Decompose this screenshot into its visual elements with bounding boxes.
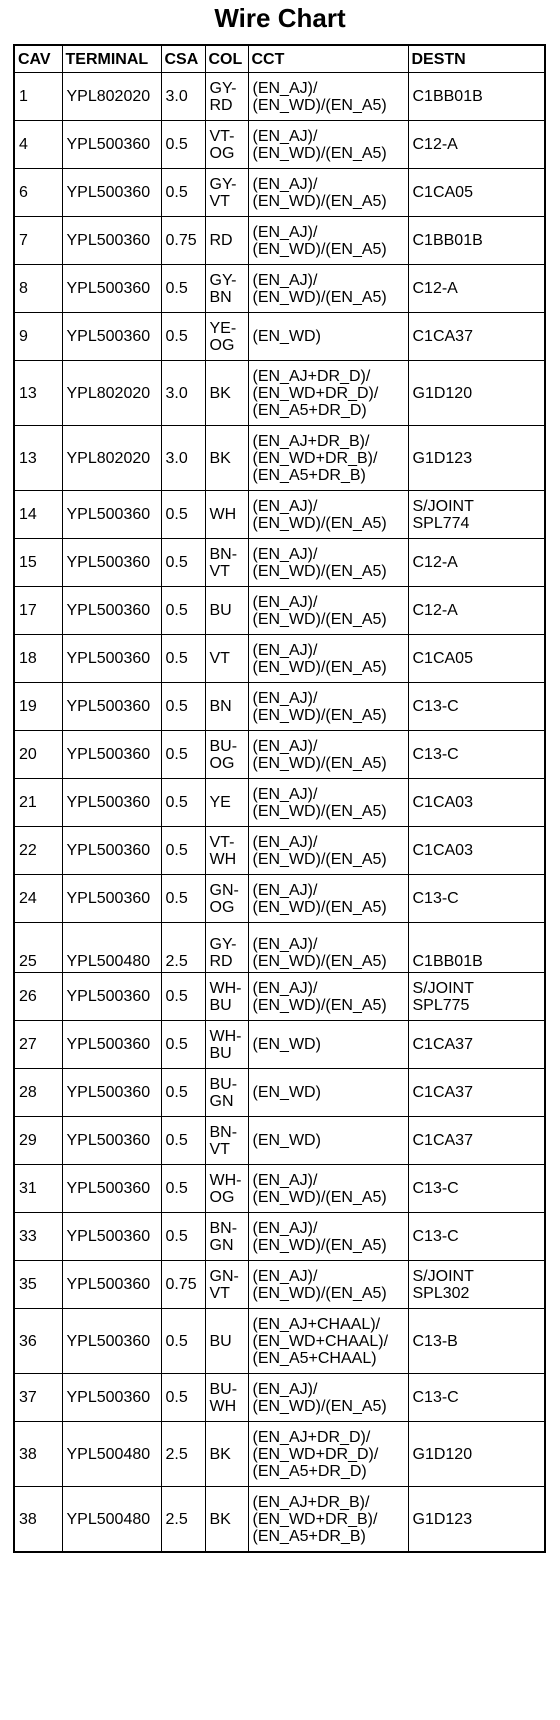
header-row	[14, 45, 545, 73]
table-row	[14, 313, 545, 361]
cell-csa: 0.5	[161, 1069, 205, 1117]
cell-csa: 2.5	[161, 1487, 205, 1553]
cell-csa: 0.5	[161, 1374, 205, 1422]
cell-destination: C13-C	[408, 875, 545, 923]
table-row	[14, 1374, 545, 1422]
cell-terminal: YPL500360	[62, 973, 161, 1021]
cell-destination: C1CA03	[408, 779, 545, 827]
cell-csa: 0.5	[161, 265, 205, 313]
cell-cav: 9	[14, 313, 62, 361]
cell-cav: 20	[14, 731, 62, 779]
cell-color: VT- OG	[205, 121, 248, 169]
cell-terminal: YPL500360	[62, 1261, 161, 1309]
table-row	[14, 1213, 545, 1261]
cell-color: YE	[205, 779, 248, 827]
cell-destination: G1D120	[408, 1422, 545, 1487]
cell-circuit: (EN_AJ)/ (EN_WD)/(EN_A5)	[248, 169, 408, 217]
cell-terminal: YPL802020	[62, 426, 161, 491]
cell-cav: 38	[14, 1487, 62, 1553]
cell-terminal: YPL500480	[62, 1487, 161, 1553]
cell-color: RD	[205, 217, 248, 265]
cell-cav: 28	[14, 1069, 62, 1117]
cell-circuit: (EN_AJ)/ (EN_WD)/(EN_A5)	[248, 779, 408, 827]
cell-cav: 24	[14, 875, 62, 923]
cell-destination: C1CA37	[408, 1069, 545, 1117]
cell-destination: C1CA37	[408, 313, 545, 361]
cell-csa: 0.75	[161, 1261, 205, 1309]
table-row	[14, 635, 545, 683]
cell-circuit: (EN_AJ)/ (EN_WD)/(EN_A5)	[248, 923, 408, 973]
cell-destination: C1BB01B	[408, 217, 545, 265]
table-row	[14, 1309, 545, 1374]
table-row	[14, 683, 545, 731]
cell-color: GY- BN	[205, 265, 248, 313]
cell-destination: G1D123	[408, 426, 545, 491]
cell-cav: 29	[14, 1117, 62, 1165]
cell-circuit: (EN_WD)	[248, 1117, 408, 1165]
cell-terminal: YPL500360	[62, 491, 161, 539]
cell-destination: C13-B	[408, 1309, 545, 1374]
cell-cav: 1	[14, 73, 62, 121]
table-row	[14, 1261, 545, 1309]
table-body	[14, 73, 545, 1553]
cell-color: VT	[205, 635, 248, 683]
cell-circuit: (EN_AJ)/ (EN_WD)/(EN_A5)	[248, 73, 408, 121]
table-row	[14, 923, 545, 973]
cell-color: BU- WH	[205, 1374, 248, 1422]
cell-csa: 0.5	[161, 169, 205, 217]
cell-cav: 13	[14, 361, 62, 426]
cell-destination: C1CA37	[408, 1021, 545, 1069]
cell-circuit: (EN_AJ)/ (EN_WD)/(EN_A5)	[248, 827, 408, 875]
cell-csa: 0.5	[161, 491, 205, 539]
cell-color: WH	[205, 491, 248, 539]
cell-color: GY- RD	[205, 73, 248, 121]
cell-destination: C12-A	[408, 121, 545, 169]
cell-circuit: (EN_AJ+DR_D)/ (EN_WD+DR_D)/ (EN_A5+DR_D)	[248, 1422, 408, 1487]
cell-destination: C13-C	[408, 1165, 545, 1213]
cell-terminal: YPL500360	[62, 1213, 161, 1261]
cell-csa: 0.75	[161, 217, 205, 265]
cell-terminal: YPL500360	[62, 827, 161, 875]
cell-cav: 4	[14, 121, 62, 169]
cell-cav: 17	[14, 587, 62, 635]
cell-color: WH- OG	[205, 1165, 248, 1213]
table-row	[14, 731, 545, 779]
cell-destination: C13-C	[408, 1374, 545, 1422]
cell-csa: 0.5	[161, 731, 205, 779]
cell-color: BN- GN	[205, 1213, 248, 1261]
cell-color: BN- VT	[205, 1117, 248, 1165]
cell-csa: 3.0	[161, 426, 205, 491]
cell-circuit: (EN_AJ)/ (EN_WD)/(EN_A5)	[248, 1374, 408, 1422]
column-header-cav: CAV	[14, 45, 62, 73]
cell-color: GN- VT	[205, 1261, 248, 1309]
cell-csa: 2.5	[161, 1422, 205, 1487]
cell-destination: C12-A	[408, 539, 545, 587]
table-row	[14, 1069, 545, 1117]
cell-csa: 0.5	[161, 779, 205, 827]
cell-color: BK	[205, 426, 248, 491]
cell-terminal: YPL500360	[62, 1069, 161, 1117]
cell-destination: C12-A	[408, 265, 545, 313]
cell-csa: 0.5	[161, 973, 205, 1021]
cell-cav: 14	[14, 491, 62, 539]
cell-terminal: YPL500360	[62, 121, 161, 169]
cell-cav: 18	[14, 635, 62, 683]
cell-cav: 26	[14, 973, 62, 1021]
cell-csa: 0.5	[161, 121, 205, 169]
cell-circuit: (EN_AJ+CHAAL)/ (EN_WD+CHAAL)/ (EN_A5+CHAAL)	[248, 1309, 408, 1374]
table-row	[14, 1117, 545, 1165]
cell-destination: S/JOINT SPL302	[408, 1261, 545, 1309]
cell-color: VT- WH	[205, 827, 248, 875]
cell-terminal: YPL500360	[62, 731, 161, 779]
table-row	[14, 1487, 545, 1553]
cell-destination: C1BB01B	[408, 923, 545, 973]
table-row	[14, 169, 545, 217]
cell-terminal: YPL500360	[62, 265, 161, 313]
cell-cav: 22	[14, 827, 62, 875]
cell-csa: 0.5	[161, 1165, 205, 1213]
cell-cav: 19	[14, 683, 62, 731]
cell-color: YE- OG	[205, 313, 248, 361]
cell-csa: 0.5	[161, 635, 205, 683]
cell-circuit: (EN_AJ+DR_B)/ (EN_WD+DR_B)/ (EN_A5+DR_B)	[248, 426, 408, 491]
cell-destination: G1D120	[408, 361, 545, 426]
cell-circuit: (EN_AJ+DR_D)/ (EN_WD+DR_D)/ (EN_A5+DR_D)	[248, 361, 408, 426]
column-header-terminal: TERMINAL	[62, 45, 161, 73]
cell-cav: 33	[14, 1213, 62, 1261]
table-row	[14, 361, 545, 426]
cell-color: GY- RD	[205, 923, 248, 973]
cell-color: BN- VT	[205, 539, 248, 587]
table-row	[14, 779, 545, 827]
cell-destination: C1CA37	[408, 1117, 545, 1165]
cell-color: BK	[205, 1422, 248, 1487]
cell-csa: 0.5	[161, 1309, 205, 1374]
cell-cav: 38	[14, 1422, 62, 1487]
cell-terminal: YPL500360	[62, 635, 161, 683]
cell-terminal: YPL500360	[62, 779, 161, 827]
cell-color: BN	[205, 683, 248, 731]
column-header-csa: CSA	[161, 45, 205, 73]
cell-cav: 15	[14, 539, 62, 587]
cell-csa: 0.5	[161, 875, 205, 923]
table-row	[14, 426, 545, 491]
cell-circuit: (EN_AJ+DR_B)/ (EN_WD+DR_B)/ (EN_A5+DR_B)	[248, 1487, 408, 1553]
cell-cav: 36	[14, 1309, 62, 1374]
cell-terminal: YPL500360	[62, 1309, 161, 1374]
cell-csa: 0.5	[161, 683, 205, 731]
table-row	[14, 491, 545, 539]
cell-color: BU- GN	[205, 1069, 248, 1117]
table-row	[14, 73, 545, 121]
cell-terminal: YPL802020	[62, 73, 161, 121]
table-row	[14, 973, 545, 1021]
cell-destination: C13-C	[408, 683, 545, 731]
cell-color: GY- VT	[205, 169, 248, 217]
cell-circuit: (EN_AJ)/ (EN_WD)/(EN_A5)	[248, 587, 408, 635]
cell-color: BU	[205, 587, 248, 635]
cell-circuit: (EN_AJ)/ (EN_WD)/(EN_A5)	[248, 539, 408, 587]
cell-cav: 21	[14, 779, 62, 827]
table-header	[14, 45, 545, 73]
cell-circuit: (EN_AJ)/ (EN_WD)/(EN_A5)	[248, 1261, 408, 1309]
cell-csa: 0.5	[161, 313, 205, 361]
cell-destination: C1CA05	[408, 169, 545, 217]
cell-cav: 6	[14, 169, 62, 217]
cell-circuit: (EN_WD)	[248, 1069, 408, 1117]
table-row	[14, 1021, 545, 1069]
cell-circuit: (EN_WD)	[248, 1021, 408, 1069]
cell-destination: S/JOINT SPL774	[408, 491, 545, 539]
cell-csa: 2.5	[161, 923, 205, 973]
cell-destination: C1BB01B	[408, 73, 545, 121]
cell-terminal: YPL500480	[62, 1422, 161, 1487]
cell-terminal: YPL500360	[62, 1021, 161, 1069]
cell-terminal: YPL500360	[62, 1374, 161, 1422]
cell-cav: 37	[14, 1374, 62, 1422]
cell-cav: 25	[14, 923, 62, 973]
table-row	[14, 121, 545, 169]
cell-circuit: (EN_AJ)/ (EN_WD)/(EN_A5)	[248, 491, 408, 539]
cell-color: GN- OG	[205, 875, 248, 923]
cell-cav: 7	[14, 217, 62, 265]
cell-terminal: YPL802020	[62, 361, 161, 426]
cell-color: BU- OG	[205, 731, 248, 779]
cell-circuit: (EN_AJ)/ (EN_WD)/(EN_A5)	[248, 635, 408, 683]
cell-terminal: YPL500360	[62, 587, 161, 635]
table-row	[14, 587, 545, 635]
cell-terminal: YPL500480	[62, 923, 161, 973]
cell-destination: C13-C	[408, 731, 545, 779]
cell-destination: C1CA05	[408, 635, 545, 683]
cell-destination: C1CA03	[408, 827, 545, 875]
cell-terminal: YPL500360	[62, 169, 161, 217]
cell-circuit: (EN_AJ)/ (EN_WD)/(EN_A5)	[248, 1213, 408, 1261]
page-title: Wire Chart	[214, 3, 346, 33]
cell-terminal: YPL500360	[62, 1117, 161, 1165]
cell-circuit: (EN_AJ)/ (EN_WD)/(EN_A5)	[248, 121, 408, 169]
cell-circuit: (EN_AJ)/ (EN_WD)/(EN_A5)	[248, 875, 408, 923]
table-row	[14, 265, 545, 313]
cell-cav: 13	[14, 426, 62, 491]
cell-cav: 35	[14, 1261, 62, 1309]
cell-csa: 3.0	[161, 73, 205, 121]
table-row	[14, 1165, 545, 1213]
table-row	[14, 1422, 545, 1487]
cell-csa: 3.0	[161, 361, 205, 426]
cell-cav: 31	[14, 1165, 62, 1213]
cell-terminal: YPL500360	[62, 875, 161, 923]
cell-terminal: YPL500360	[62, 683, 161, 731]
cell-csa: 0.5	[161, 539, 205, 587]
table-row	[14, 875, 545, 923]
cell-circuit: (EN_AJ)/ (EN_WD)/(EN_A5)	[248, 731, 408, 779]
cell-csa: 0.5	[161, 587, 205, 635]
cell-terminal: YPL500360	[62, 217, 161, 265]
wire-chart-table	[13, 44, 546, 1553]
cell-color: BK	[205, 1487, 248, 1553]
column-header-destn: DESTN	[408, 45, 545, 73]
cell-circuit: (EN_AJ)/ (EN_WD)/(EN_A5)	[248, 1165, 408, 1213]
cell-destination: S/JOINT SPL775	[408, 973, 545, 1021]
cell-csa: 0.5	[161, 1021, 205, 1069]
cell-color: WH- BU	[205, 973, 248, 1021]
cell-destination: C12-A	[408, 587, 545, 635]
cell-circuit: (EN_AJ)/ (EN_WD)/(EN_A5)	[248, 265, 408, 313]
cell-color: BU	[205, 1309, 248, 1374]
cell-csa: 0.5	[161, 1117, 205, 1165]
cell-terminal: YPL500360	[62, 313, 161, 361]
table-row	[14, 827, 545, 875]
cell-destination: C13-C	[408, 1213, 545, 1261]
table-row	[14, 539, 545, 587]
cell-cav: 8	[14, 265, 62, 313]
cell-circuit: (EN_AJ)/ (EN_WD)/(EN_A5)	[248, 683, 408, 731]
cell-circuit: (EN_WD)	[248, 313, 408, 361]
table-row	[14, 217, 545, 265]
cell-circuit: (EN_AJ)/ (EN_WD)/(EN_A5)	[248, 217, 408, 265]
cell-color: WH- BU	[205, 1021, 248, 1069]
column-header-cct: CCT	[248, 45, 408, 73]
cell-color: BK	[205, 361, 248, 426]
cell-csa: 0.5	[161, 1213, 205, 1261]
column-header-col: COL	[205, 45, 248, 73]
cell-destination: G1D123	[408, 1487, 545, 1553]
cell-csa: 0.5	[161, 827, 205, 875]
cell-circuit: (EN_AJ)/ (EN_WD)/(EN_A5)	[248, 973, 408, 1021]
cell-terminal: YPL500360	[62, 1165, 161, 1213]
cell-cav: 27	[14, 1021, 62, 1069]
cell-terminal: YPL500360	[62, 539, 161, 587]
